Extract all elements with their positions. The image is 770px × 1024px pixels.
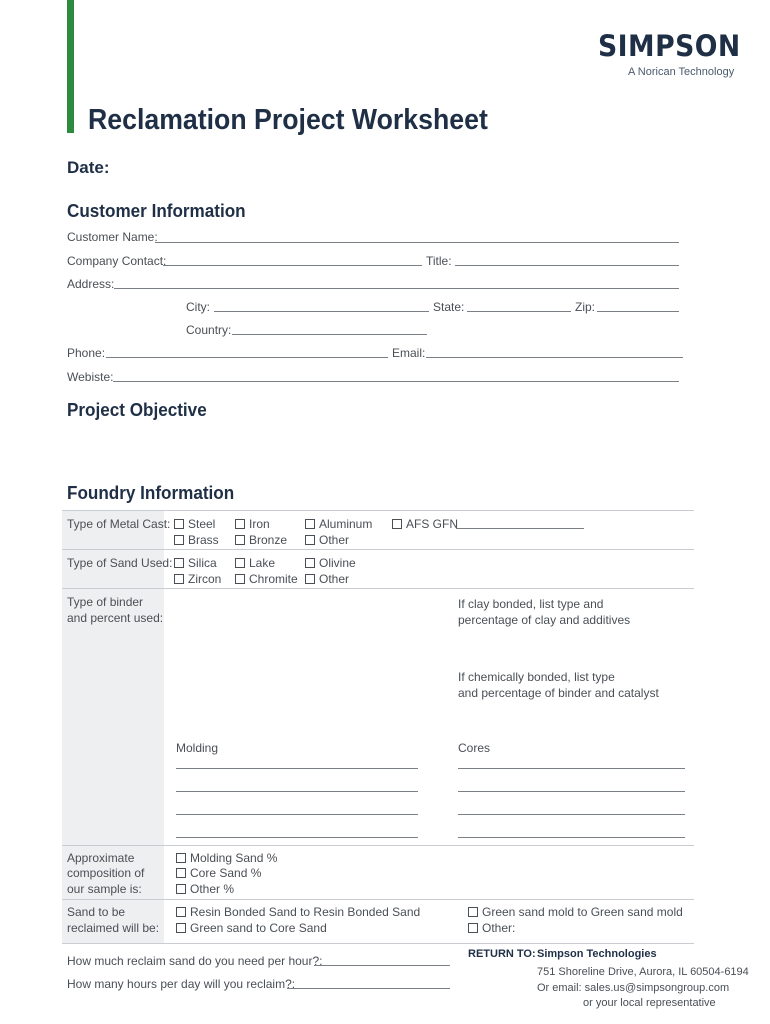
address-label: Address: xyxy=(67,277,115,291)
city-field[interactable] xyxy=(214,311,429,312)
row-divider xyxy=(62,510,694,511)
cores-line-4[interactable] xyxy=(458,837,685,838)
molding-line-1[interactable] xyxy=(176,768,418,769)
checkbox[interactable] xyxy=(174,535,184,545)
checkbox[interactable] xyxy=(235,558,245,568)
metal-option-bronze[interactable]: Bronze xyxy=(235,533,287,547)
afs-gfn-option[interactable]: AFS GFN xyxy=(392,517,458,531)
checkbox[interactable] xyxy=(176,923,186,933)
molding-line-2[interactable] xyxy=(176,791,418,792)
return-company: Simpson Technologies xyxy=(537,948,657,960)
sand-option-zircon[interactable]: Zircon xyxy=(174,572,221,586)
afs-gfn-field[interactable] xyxy=(456,528,584,529)
composition-label-line2: composition of xyxy=(67,866,145,880)
metal-option-other[interactable]: Other xyxy=(305,533,349,547)
sand-option-olivine[interactable]: Olivine xyxy=(305,556,356,570)
return-address: 751 Shoreline Drive, Aurora, IL 60504-6194 xyxy=(537,966,749,978)
company-contact-field[interactable] xyxy=(163,265,422,266)
reclaim-per-hour-field[interactable] xyxy=(314,965,450,966)
checkbox[interactable] xyxy=(305,519,315,529)
reclaim-label-line1: Sand to be xyxy=(67,905,126,919)
binder-label-line2: and percent used: xyxy=(67,611,164,625)
city-label: City: xyxy=(186,300,210,314)
logo-tagline: A Norican Technology xyxy=(628,66,735,78)
zip-label: Zip: xyxy=(575,300,596,314)
checkbox[interactable] xyxy=(235,519,245,529)
website-field[interactable] xyxy=(113,381,679,382)
checkbox[interactable] xyxy=(305,574,315,584)
reclaim-other[interactable]: Other: xyxy=(468,921,515,935)
country-field[interactable] xyxy=(232,334,427,335)
return-rep: or your local representative xyxy=(583,997,716,1009)
molding-line-4[interactable] xyxy=(176,837,418,838)
checkbox[interactable] xyxy=(392,519,402,529)
row-divider xyxy=(62,845,694,846)
checkbox[interactable] xyxy=(176,868,186,878)
project-objective-heading: Project Objective xyxy=(67,400,207,420)
hours-per-day-field[interactable] xyxy=(287,988,450,989)
checkbox[interactable] xyxy=(305,558,315,568)
cores-line-2[interactable] xyxy=(458,791,685,792)
clay-bonded-note-line1: If clay bonded, list type and xyxy=(458,597,604,611)
chem-bonded-note-line1: If chemically bonded, list type xyxy=(458,670,615,684)
composition-molding-sand[interactable]: Molding Sand % xyxy=(176,851,277,865)
cores-line-1[interactable] xyxy=(458,768,685,769)
foundry-info-heading: Foundry Information xyxy=(67,483,235,503)
reclaim-green-to-core[interactable]: Green sand to Core Sand xyxy=(176,921,327,935)
address-field[interactable] xyxy=(114,288,679,289)
checkbox[interactable] xyxy=(174,558,184,568)
checkbox[interactable] xyxy=(174,574,184,584)
title-field[interactable] xyxy=(455,265,679,266)
country-label: Country: xyxy=(186,323,232,337)
state-field[interactable] xyxy=(467,311,571,312)
checkbox[interactable] xyxy=(468,907,478,917)
sand-option-silica[interactable]: Silica xyxy=(174,556,217,570)
metal-type-label: Type of Metal Cast: xyxy=(67,517,171,531)
row-divider xyxy=(62,899,694,900)
sand-option-other[interactable]: Other xyxy=(305,572,349,586)
email-label: Email: xyxy=(392,346,426,360)
metal-option-brass[interactable]: Brass xyxy=(174,533,219,547)
reclaim-label-line2: reclaimed will be: xyxy=(67,921,160,935)
composition-core-sand[interactable]: Core Sand % xyxy=(176,866,261,880)
checkbox[interactable] xyxy=(235,574,245,584)
cores-line-3[interactable] xyxy=(458,814,685,815)
title-label: Title: xyxy=(426,254,452,268)
sand-type-label: Type of Sand Used: xyxy=(67,556,173,570)
company-logo: SIMPSON xyxy=(598,29,741,63)
phone-label: Phone: xyxy=(67,346,106,360)
composition-label-line1: Approximate xyxy=(67,851,135,865)
row-divider xyxy=(62,588,694,589)
composition-other[interactable]: Other % xyxy=(176,882,234,896)
checkbox[interactable] xyxy=(176,884,186,894)
reclaim-green-to-green[interactable]: Green sand mold to Green sand mold xyxy=(468,905,683,919)
return-email: Or email: sales.us@simpsongroup.com xyxy=(537,982,730,994)
company-contact-label: Company Contact: xyxy=(67,254,167,268)
date-label: Date: xyxy=(67,158,110,177)
composition-label-line3: our sample is: xyxy=(67,882,142,896)
checkbox[interactable] xyxy=(174,519,184,529)
checkbox[interactable] xyxy=(235,535,245,545)
reclaim-per-hour-label: How much reclaim sand do you need per hour?: xyxy=(67,954,323,968)
hours-per-day-label: How many hours per day will you reclaim?: xyxy=(67,977,296,991)
row-divider xyxy=(62,943,694,944)
row-divider xyxy=(62,549,694,550)
accent-bar xyxy=(67,0,74,133)
email-field[interactable] xyxy=(426,357,683,358)
project-objective-area[interactable] xyxy=(67,428,683,474)
checkbox[interactable] xyxy=(176,907,186,917)
binder-label-line1: Type of binder xyxy=(67,595,144,609)
return-to-label: RETURN TO: xyxy=(468,948,536,960)
zip-field[interactable] xyxy=(597,311,679,312)
sand-option-lake[interactable]: Lake xyxy=(235,556,275,570)
checkbox[interactable] xyxy=(468,923,478,933)
clay-bonded-note-line2: percentage of clay and additives xyxy=(458,613,631,627)
cores-label: Cores xyxy=(458,741,491,755)
metal-option-iron[interactable]: Iron xyxy=(235,517,270,531)
reclaim-resin-to-resin[interactable]: Resin Bonded Sand to Resin Bonded Sand xyxy=(176,905,420,919)
metal-option-aluminum[interactable]: Aluminum xyxy=(305,517,372,531)
customer-info-heading: Customer Information xyxy=(67,201,246,221)
phone-field[interactable] xyxy=(106,357,388,358)
checkbox[interactable] xyxy=(176,853,186,863)
molding-label: Molding xyxy=(176,741,219,755)
page-title: Reclamation Project Worksheet xyxy=(88,104,488,136)
state-label: State: xyxy=(433,300,465,314)
customer-name-label: Customer Name: xyxy=(67,230,158,244)
metal-option-steel[interactable]: Steel xyxy=(174,517,215,531)
website-label: Webiste: xyxy=(67,370,114,384)
checkbox[interactable] xyxy=(305,535,315,545)
chem-bonded-note-line2: and percentage of binder and catalyst xyxy=(458,686,659,700)
customer-name-field[interactable] xyxy=(155,242,679,243)
sand-option-chromite[interactable]: Chromite xyxy=(235,572,298,586)
molding-line-3[interactable] xyxy=(176,814,418,815)
